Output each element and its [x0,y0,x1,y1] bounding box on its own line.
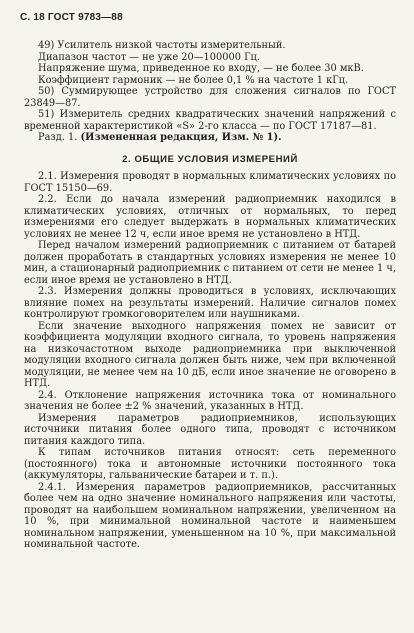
page-content [24,40,396,551]
item-50: 50) Суммирующее устройство для сложения сигналов по ГОСТ 23849—87. [24,86,396,109]
item-49: 49) Усилитель низкой частоты измерительный. [38,40,286,51]
paragraph-2-4-1: 2.4.1. Измерения параметров радиоприемников, рассчитанных более чем на одно значение номинального напряжения или частоты, проводят на наибольшем номинальном напряжении, увеличенном на 10 %, при минимальной номинальной частоте и наименьшем номинальном напряжении, уменьшенном на 10 %, при максимальной номинальной частоте. [24,481,396,550]
item-49-frequency-range: Диапазон частот — не уже 20—100000 Гц. [38,51,260,63]
paragraph-2-2: 2.2. Если до начала измерений радиоприемник находился в климатических условиях, отличных от нормальных, то перед измерениями его следует выдержать в нормальных климатических условиях не менее 12 ч, если иное время не установлено в НТД. [24,194,396,240]
paragraph-2-4: 2.4. Отклонение напряжения источника тока от номинального значения не более ±2 % значений, указанных в НТД. [24,389,396,412]
paragraph-2-4-sources: Измерения параметров радиоприемников, использующих источники питания более одного типа, проводят с источником питания каждого типа. [24,412,396,447]
paragraph-2-2-battery: Перед началом измерений радиоприемник с питанием от батарей должен проработать в стандартных условиях измерения не менее 10 мин, а стационарный радиоприемник с питанием от сети не менее 1 ч, если иное время не установлено в НТД. [24,240,396,286]
section1-edit-note [24,132,396,144]
paragraph-2-3: 2.3. Измерения должны проводиться в условиях, исключающих влияние помех на результаты измерений. Наличие сигналов помех контролируют громкоговорителем или наушниками. [24,286,396,320]
edit-text: (Измененная редакция, Изм. № 1). [80,132,282,143]
section-2-title: 2. ОБЩИЕ УСЛОВИЯ ИЗМЕРЕНИЙ [122,153,298,165]
page-header [20,12,123,23]
page-number: С. 18 [20,12,45,23]
edit-prefix: Разд. 1. [38,132,78,143]
item-51: 51) Измеритель средних квадратических значений напряжений с временной характеристикой «S» 2-го класса — по ГОСТ 17187—81. [24,109,396,132]
paragraph-2-3-noise: Если значение выходного напряжения помех не зависит от коэффициента модуляции входного сигнала, то уровень напряжения на низкочастотном выходе радиоприемника при выключенной модуляции входного сигнала должен быть ниже, чем при включенной модуляции, не менее чем на 10 дБ, если иное значение не оговорено в НТД. [24,320,396,389]
item-49-harmonic-coefficient: Коэффициент гармоник — не более 0,1 % на частоте 1 кГц. [38,74,349,86]
standard-number: ГОСТ 9783—88 [47,12,123,23]
paragraph-2-1: 2.1. Измерения проводят в нормальных климатических условиях по ГОСТ 15150—69. [24,171,396,194]
item-49-noise-voltage: Напряжение шума, приведенное ко входу, — не более 30 мкВ. [38,63,364,74]
paragraph-2-4-types: К типам источников питания относят: сеть переменного (постоянного) тока и автономные источники постоянного тока (аккумуляторы, гальванические батареи и т. п.). [24,447,396,481]
